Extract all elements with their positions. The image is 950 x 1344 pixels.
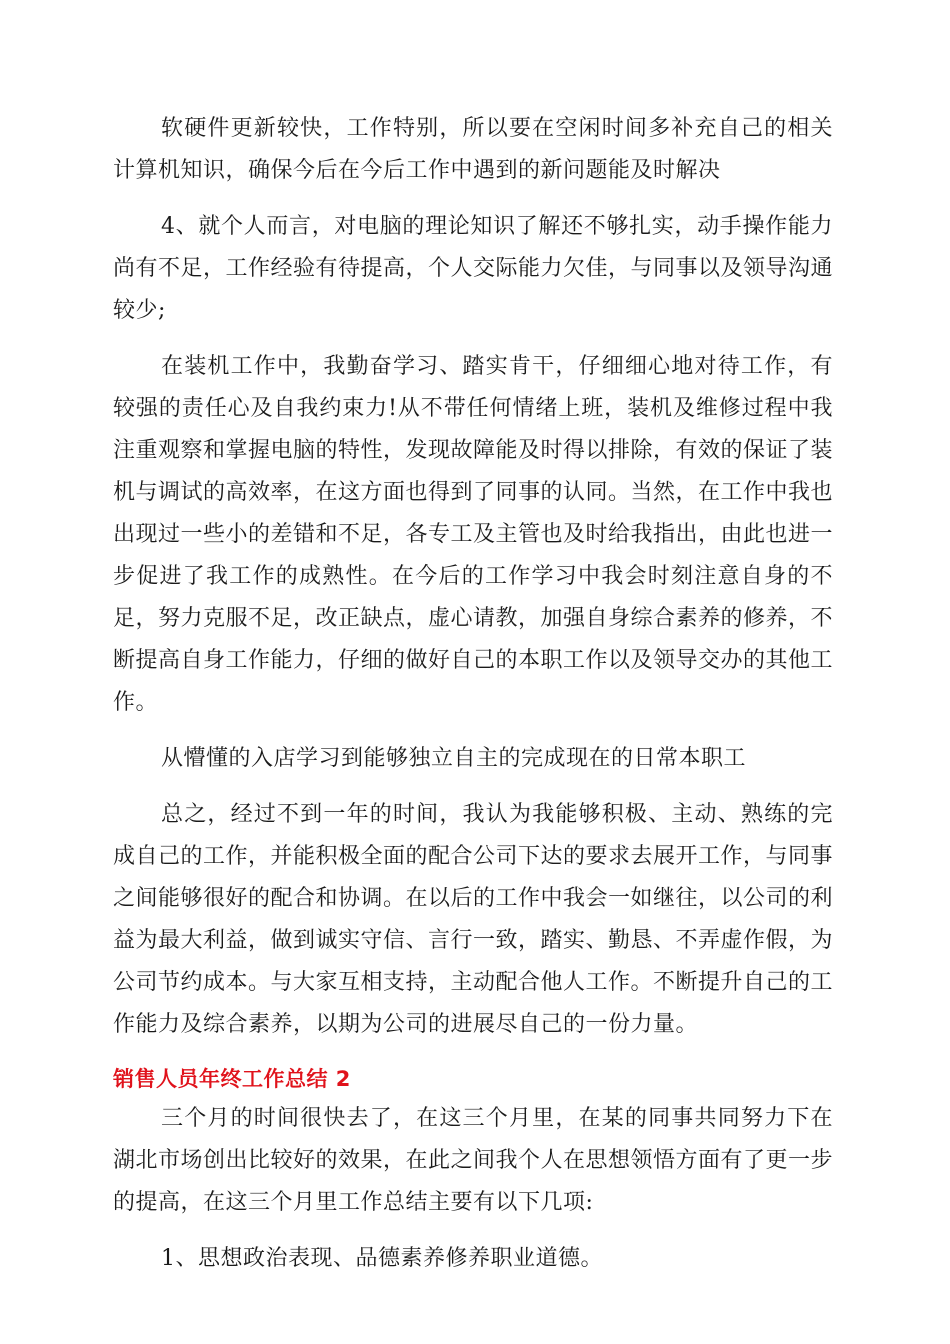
document-body xyxy=(113,108,833,1280)
paragraph-personal-shortcomings: 4、就个人而言，对电脑的理论知识了解还不够扎实，动手操作能力尚有不足，工作经验有待提高，个人交际能力欠佳，与同事以及领导沟通较少; xyxy=(113,214,834,323)
paragraph-conclusion: 总之，经过不到一年的时间，我认为我能够积极、主动、熟练的完成自己的工作，并能积极全面的配合公司下达的要求去展开工作，与同事之间能够很好的配合和协调。在以后的工作中我会一如继往，以公司的利益为最大利益，做到诚实守信、言行一致，踏实、勤恳、不弄虚作假，为公司节约成本。与大家互相支持，主动配合他人工作。不断提升自己的工作能力及综合素养，以期为公司的进展尽自己的一份力量。 xyxy=(113,802,834,1037)
paragraph-assembly-work: 在装机工作中，我勤奋学习、踏实肯干，仔细细心地对待工作，有较强的责任心及自我约束力!从不带任何情绪上班，装机及维修过程中我注重观察和掌握电脑的特性，发现故障能及时得以排除，有效的保证了装机与调试的高效率，在这方面也得到了同事的认同。当然，在工作中我也出现过一些小的差错和不足，各专工及主管也及时给我指出，由此也进一步促进了我工作的成熟性。在今后的工作学习中我会时刻注意自身的不足，努力克服不足，改正缺点，虚心请教，加强自身综合素养的修养，不断提高自身工作能力，仔细的做好自己的本职工作以及领导交办的其他工作。 xyxy=(113,354,834,715)
paragraph-gap xyxy=(113,780,833,794)
paragraph-gap xyxy=(113,724,833,738)
section-heading: 销售人员年终工作总结 2 xyxy=(113,1067,351,1091)
paragraph-item-1: 1、思想政治表现、品德素养修养职业道德。 xyxy=(161,1246,603,1271)
paragraph-three-months: 三个月的时间很快去了，在这三个月里，在某的同事共同努力下在湖北市场创出比较好的效果，在此之间我个人在思想领悟方面有了更一步的提高，在这三个月里工作总结主要有以下几项: xyxy=(113,1106,834,1215)
paragraph-gap xyxy=(113,1224,833,1238)
paragraph-gap xyxy=(113,332,833,346)
paragraph-gap xyxy=(113,192,833,206)
paragraph-store-learning: 从懵懂的入店学习到能够独立自主的完成现在的日常本职工 xyxy=(161,746,747,771)
paragraph-software-update: 软硬件更新较快，工作特别，所以要在空闲时间多补充自己的相关计算机知识，确保今后在今后工作中遇到的新问题能及时解决 xyxy=(113,116,833,183)
paragraph-gap xyxy=(113,1046,833,1060)
